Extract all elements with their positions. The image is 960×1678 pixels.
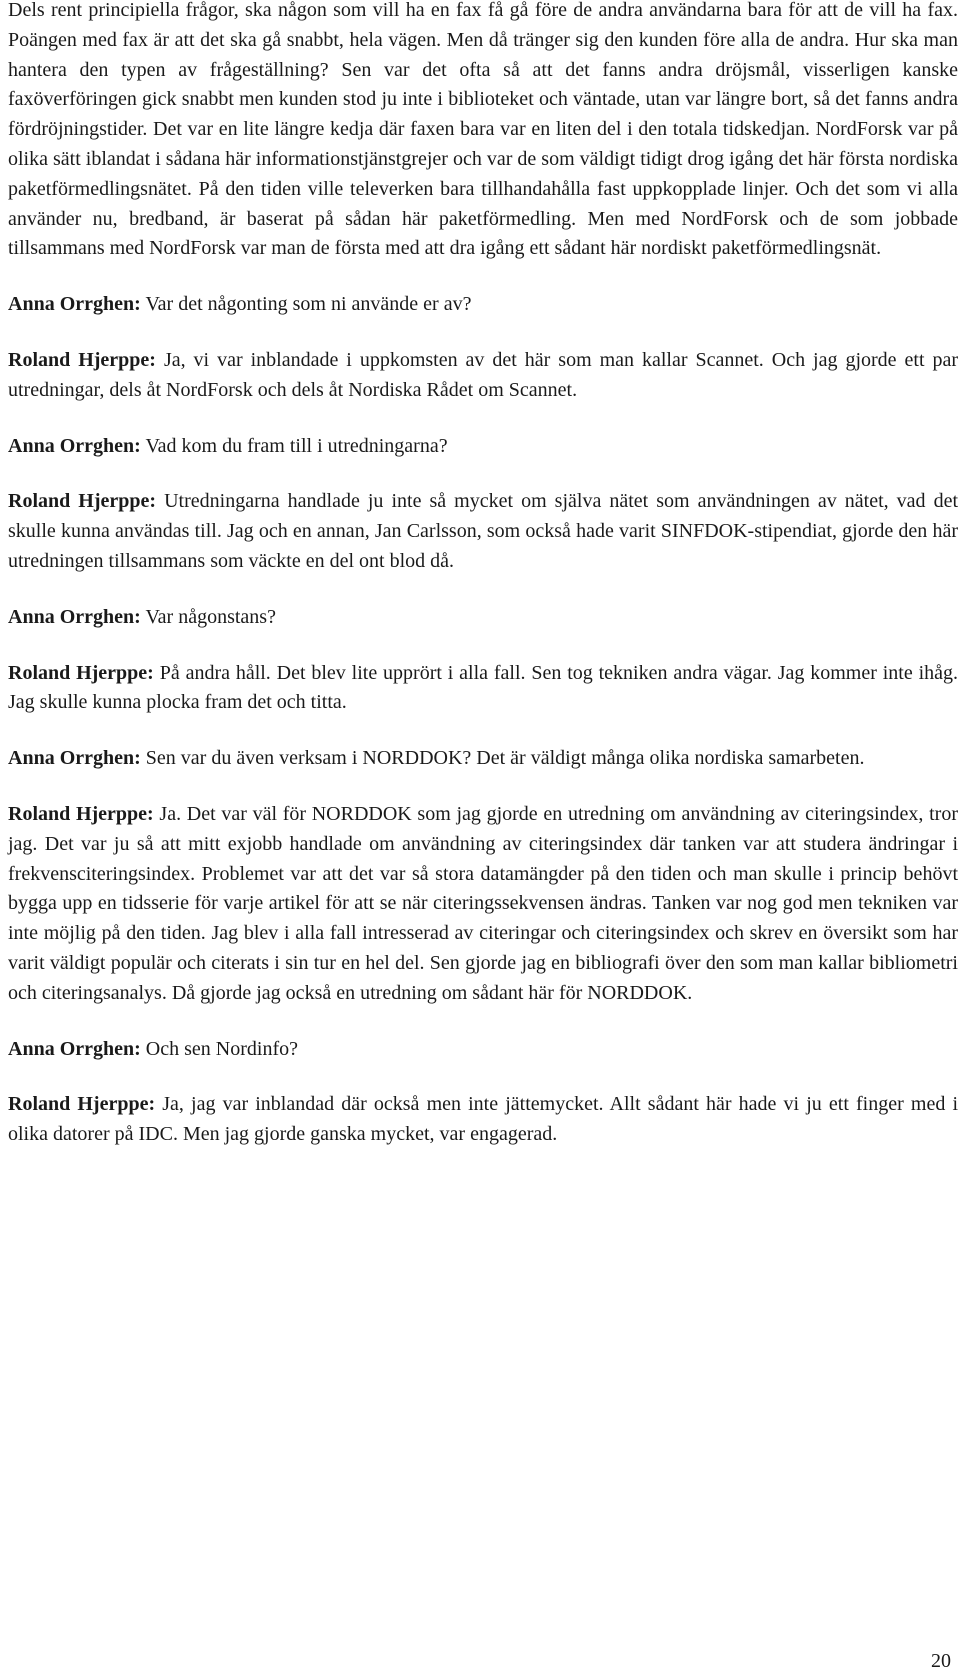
exchange-paragraph — [8, 744, 958, 774]
exchange-paragraph — [8, 603, 958, 633]
speech-text: Var någonstans? — [145, 605, 276, 628]
exchange-paragraph — [8, 487, 958, 576]
speaker-name: Roland Hjerppe: — [8, 661, 154, 684]
exchange-paragraph — [8, 1035, 958, 1065]
speaker-name: Anna Orrghen: — [8, 747, 141, 770]
speech-text: Vad kom du fram till i utredningarna? — [145, 434, 448, 457]
exchange-paragraph — [8, 346, 958, 406]
exchange-paragraph — [8, 800, 958, 1009]
speaker-name: Roland Hjerppe: — [8, 1093, 156, 1116]
speaker-name: Roland Hjerppe: — [8, 348, 156, 371]
speech-text: Ja, jag var inblandad där också men inte jättemycket. Allt sådant här hade vi ju ett finger med i olika datorer på IDC. Men jag gjorde ganska mycket, var engagerad. — [8, 1093, 959, 1146]
speech-text: Sen var du även verksam i NORDDOK? Det är väldigt många olika nordiska samarbeten. — [145, 747, 865, 770]
speech-text: Var det någonting som ni använde er av? — [145, 293, 472, 316]
speaker-name: Anna Orrghen: — [8, 605, 141, 628]
speaker-name: Roland Hjerppe: — [8, 802, 154, 825]
speaker-name: Anna Orrghen: — [8, 434, 141, 457]
speech-text: Ja. Det var väl för NORDDOK som jag gjorde en utredning om användning av citeringsindex, tror jag. Det var ju så att mitt exjobb handlade om användning av citeringsindex där tanken var att studera ändringar i frekvensciteringsindex. Problemet var att det var så stora datamängder på den tiden och man skulle i princip behövt bygga upp en tidsserie för varje artikel för att se när citeringssekvensen ändras. Tanken var nog god men tekniken var inte möjlig på den tiden. Jag blev i alla fall intresserad av citeringar och citeringsindex och skrev en översikt som har varit väldigt populär och citerats i sin tur en hel del. Sen gjorde jag en bibliografi över den som man kallar bibliometri och citeringsanalys. Då gjorde jag också en utredning om sådant här för NORDDOK. — [8, 802, 959, 1004]
speech-text: Och sen Nordinfo? — [145, 1037, 298, 1060]
exchange-paragraph — [8, 659, 958, 719]
speech-text: Ja, vi var inblandade i uppkomsten av det här som man kallar Scannet. Och jag gjorde ett par utredningar, dels åt NordForsk och dels åt Nordiska Rådet om Scannet. — [8, 348, 958, 401]
speaker-name: Anna Orrghen: — [8, 1037, 141, 1060]
intro-paragraph: Dels rent principiella frågor, ska någon som vill ha en fax få gå före de andra användarna bara för att de vill ha fax. Poängen med fax är att det ska gå snabbt, hela vägen. Men då tränger sig den kunden före alla de andra. Hur ska man hantera den typen av frågeställning? Sen var det ofta så att det fanns andra dröjsmål, visserligen kanske faxöverföringen gick snabbt men kunden stod ju inte i biblioteket och väntade, utan var längre bort, så det fanns andra fördröjningstider. Det var en lite längre kedja där faxen bara var en liten del i den totala tidskedjan. NordForsk var på olika sätt iblandat i sådana här informationstjänstgrejer och var de som väldigt tidigt drog igång det här första nordiska paketförmedlingsnätet. På den tiden ville televerken bara tillhandahålla fast uppkopplade linjer. Och det som vi alla använder nu, bredband, är baserat på sådan här paketförmedling. Men med NordForsk och de som jobbade tillsammans med NordForsk var man de första med att dra igång ett sådant här nordiskt paketförmedlingsnät. — [8, 0, 958, 260]
exchange-paragraph — [8, 432, 958, 462]
exchange-paragraph — [8, 1090, 958, 1150]
speech-text: Utredningarna handlade ju inte så mycket om själva nätet som användningen av nätet, vad det skulle kunna användas till. Jag och en annan, Jan Carlsson, som också hade varit SINFDOK-stipendiat, gjorde den här utredningen tillsammans som väckte en del ont blod då. — [8, 490, 959, 572]
speech-text: På andra håll. Det blev lite upprört i alla fall. Sen tog tekniken andra vägar. Jag kommer inte ihåg. Jag skulle kunna plocka fram det och titta. — [8, 661, 959, 714]
exchange-paragraph — [8, 290, 958, 320]
speaker-name: Anna Orrghen: — [8, 293, 141, 316]
transcript-page — [8, 0, 958, 1176]
page-number: 20 — [931, 1650, 951, 1672]
speaker-name: Roland Hjerppe: — [8, 490, 157, 513]
